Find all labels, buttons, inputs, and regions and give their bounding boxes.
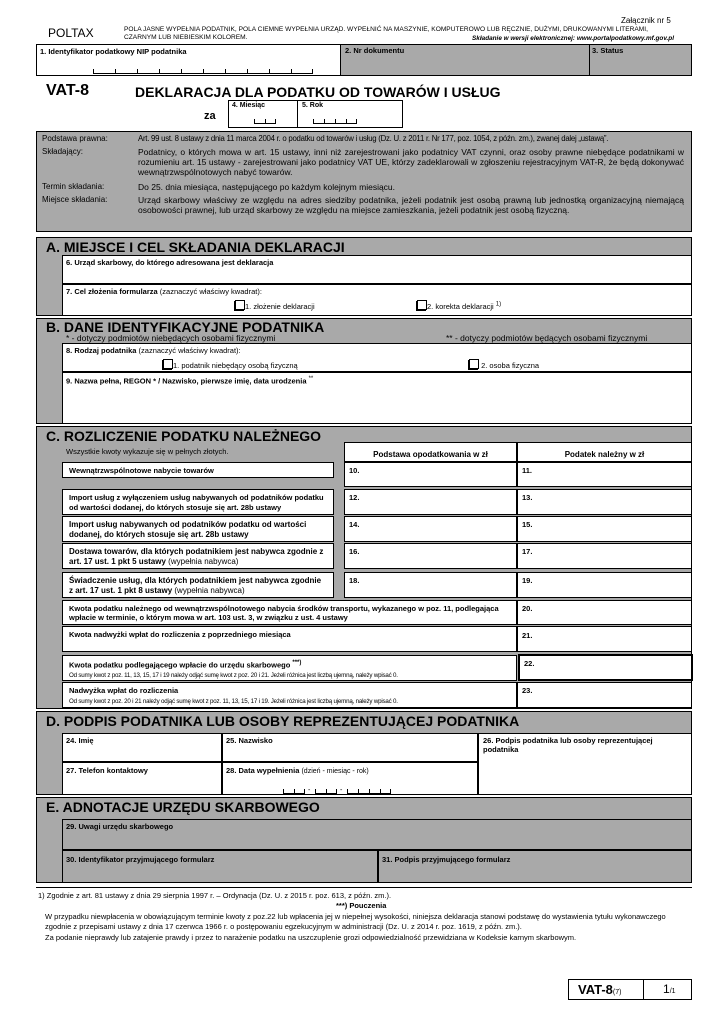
place-text: Urząd skarbowy właściwy ze względu na adres siedziby podatnika, jeżeli podatnik jest osobą prawną lub jednostką organizacyjną niemającą osobowości prawnej, lub urząd skarbowy ze względu na miejsce zamieszkania, jeżeli podatnik jest osobą fizyczną. <box>138 195 684 215</box>
taxpayer-name-field[interactable] <box>62 372 692 424</box>
form-title: DEKLARACJA DLA PODATKU OD TOWARÓW I USŁUG <box>135 84 501 100</box>
receiver-id-field <box>62 850 378 883</box>
section-a-title: A. MIEJSCE I CEL SKŁADANIA DEKLARACJI <box>46 239 345 255</box>
natural-note: ** - dotyczy podmiotów będących osobami fizycznymi <box>446 333 648 343</box>
legal-person-checkbox[interactable] <box>163 359 173 369</box>
col-tax-base-header: Podstawa opodatkowania w zł <box>373 450 488 459</box>
field-23[interactable] <box>517 682 692 708</box>
field-10[interactable] <box>344 462 517 487</box>
purpose-label: 7. Cel złożenia formularza <box>66 287 158 296</box>
month-field[interactable] <box>228 100 298 128</box>
nip-field[interactable] <box>36 44 341 76</box>
field-number: 16. <box>349 547 360 556</box>
row-label-text: Import usług nabywanych od podatników podatku od wartości dodanej, do których stosuje się art. 28b ustawy <box>69 520 307 539</box>
status-label: 3. Status <box>592 46 624 55</box>
field-15[interactable] <box>517 516 692 542</box>
office-remarks-field <box>62 819 692 850</box>
field-number: 23. <box>522 686 533 695</box>
row-label <box>62 462 334 478</box>
section-b-title: B. DANE IDENTYFIKACYJNE PODATNIKA <box>46 319 325 335</box>
declaration-option-label: 1. złożenie deklaracji <box>245 302 315 311</box>
field-19[interactable] <box>517 572 692 598</box>
field-13[interactable] <box>517 489 692 515</box>
receiver-signature-field <box>378 850 692 883</box>
row-label-text: Świadczenie usług, dla których podatnikiem jest nabywca zgodnie z art. 17 ust. 1 pkt 8 ustawy <box>69 576 322 595</box>
row-label <box>62 572 334 598</box>
row-label-text: Import usług z wyłączeniem usług nabywanych od podatników podatku od wartości dodanej, do których stosuje się art. 28b ustawy <box>69 493 324 512</box>
surname-label: 25. Nazwisko <box>226 736 273 745</box>
signature-field[interactable] <box>478 733 692 795</box>
field-number: 13. <box>522 493 533 502</box>
field-11[interactable] <box>517 462 692 487</box>
signature-label: 26. Podpis podatnika lub osoby reprezentującej podatnika <box>483 736 653 754</box>
nip-comb <box>93 69 313 74</box>
row-23-label: Nadwyżka wpłat do rozliczenia <box>69 686 179 695</box>
submitters-text: Podatnicy, o których mowa w art. 15 ustawy, inni niż zarejestrowani jako podatnicy VAT czynni, oraz osoby prawne niebędące podatnikami w rozumieniu art. 15 ustawy - zarejestrowani jako podatnicy VAT UE, którzy zadeklarowali w zgłoszeniu rejestracyjnym VAT-R, że będą dokonywać wewnątrzwspólnotowych nabyć towarów. <box>138 147 684 177</box>
doc-number-label: 2. Nr dokumentu <box>345 46 405 55</box>
row-label <box>62 543 334 569</box>
field-17[interactable] <box>517 543 692 569</box>
deadline-label: Termin składania: <box>42 182 105 191</box>
taxpayer-type-hint: (zaznaczyć właściwy kwadrat): <box>138 346 241 355</box>
footnote-3-paragraph-1: W przypadku niewpłacenia w obowiązującym terminie kwoty z poz.22 lub wpłacenia jej w niepełnej wysokości, niniejsza deklaracja stanowi podstawę do wystawienia tytułu wykonawczego zgodnie z przepisami ustawy z dnia 17 czerwca 1966 r. o postępowaniu egzekucyjnym w administracji (Dz. U. z 2014 r. poz. 1619, z późn. zm.). <box>45 912 666 931</box>
za-label: za <box>204 110 216 122</box>
row-label <box>62 600 517 625</box>
col-tax-due-header: Podatek należny w zł <box>564 450 645 459</box>
amounts-note: Wszystkie kwoty wykazuje się w pełnych złotych. <box>66 447 229 456</box>
footnote-3-title: ***) Pouczenia <box>336 901 387 910</box>
row-22-note: Od sumy kwot z poz. 11, 13, 15, 17 i 19 należy odjąć sumę kwot z poz. 20 i 21. Jeżeli różnica jest liczbą ujemną, należy wpisać 0. <box>69 671 398 679</box>
field-20[interactable] <box>517 600 692 625</box>
deadline-text: Do 25. dnia miesiąca, następującego po każdym kolejnym miesiącu. <box>138 182 396 192</box>
row-22-sup: ***) <box>292 660 302 666</box>
tax-office-field[interactable] <box>62 255 692 284</box>
month-label: 4. Miesiąc <box>232 102 266 109</box>
attachment-label: Załącznik nr 5 <box>621 16 671 25</box>
office-remarks-label: 29. Uwagi urzędu skarbowego <box>66 822 174 831</box>
field-18[interactable] <box>344 572 517 598</box>
receiver-id-label: 30. Identyfikator przyjmującego formularz <box>66 855 215 864</box>
non-natural-note: * - dotyczy podmiotów niebędących osobami fizycznymi <box>66 333 276 343</box>
footnote-divider <box>36 887 692 888</box>
field-number: 14. <box>349 520 360 529</box>
field-number: 21. <box>522 631 533 640</box>
first-name-label: 24. Imię <box>66 736 94 745</box>
field-number: 15. <box>522 520 533 529</box>
section-e-title: E. ADNOTACJE URZĘDU SKARBOWEGO <box>46 799 320 815</box>
correction-footnote-ref: 1) <box>495 301 502 308</box>
natural-person-checkbox[interactable] <box>469 359 479 369</box>
fill-instructions: POLA JASNE WYPEŁNIA PODATNIK, POLA CIEMNE WYPEŁNIA URZĄD. WYPEŁNIĆ NA MASZYNIE, KOMPUTEROWO LUB RĘCZNIE, DUŻYMI, DRUKOWANYMI LITERAMI, CZARNYM LUB NIEBIESKIM KOLOREM. <box>124 26 648 41</box>
legal-basis-label: Podstawa prawna: <box>42 134 108 143</box>
place-label: Miejsce składania: <box>42 195 108 204</box>
footer-form-code: VAT-8 <box>578 982 613 997</box>
taxpayer-name-sup: ** <box>308 376 314 382</box>
footer-version: (7) <box>612 989 622 996</box>
row-label <box>62 516 334 542</box>
submitters-label: Składający: <box>42 147 83 156</box>
field-number: 18. <box>349 576 360 585</box>
field-number: 22. <box>524 659 535 668</box>
phone-field[interactable] <box>62 762 222 795</box>
row-label <box>62 626 517 652</box>
field-number: 20. <box>522 604 533 613</box>
first-name-field[interactable] <box>62 733 222 762</box>
field-14[interactable] <box>344 516 517 542</box>
purpose-hint: (zaznaczyć właściwy kwadrat): <box>159 287 262 296</box>
taxpayer-type-field <box>62 343 692 372</box>
receiver-signature-label: 31. Podpis przyjmującego formularz <box>382 855 511 864</box>
row-20-label: Kwota podatku należnego od wewnątrzwspólnotowego nabycia środków transportu, wykazanego w poz. 11, podlegająca wpłacie w terminie, o którym mowa w art. 103 ust. 3, w związku z ust. 4 ustawy <box>69 604 499 622</box>
nip-label: 1. Identyfikator podatkowy NIP podatnika <box>40 47 187 56</box>
footer-code <box>578 982 621 997</box>
row-hint: (wypełnia nabywca) <box>168 556 239 566</box>
field-number: 11. <box>522 466 533 475</box>
section-d-title: D. PODPIS PODATNIKA LUB OSOBY REPREZENTUJĄCEJ PODATNIKA <box>46 713 520 729</box>
row-21-label: Kwota nadwyżki wpłat do rozliczenia z poprzedniego miesiąca <box>69 630 291 639</box>
surname-field[interactable] <box>222 733 478 762</box>
row-label-text: Wewnątrzwspólnotowe nabycie towarów <box>69 466 214 475</box>
field-number: 12. <box>349 493 360 502</box>
declaration-checkbox[interactable] <box>235 300 245 310</box>
footer-page-number: 1 <box>663 982 670 996</box>
date-hint: (dzień - miesiąc - rok) <box>301 768 369 775</box>
footnote-1: 1) Zgodnie z art. 81 ustawy z dnia 29 sierpnia 1997 r. – Ordynacja (Dz. U. z 2015 r. poz. 613, z późn. zm.). <box>38 891 392 900</box>
taxpayer-type-label: 8. Rodzaj podatnika <box>66 346 137 355</box>
row-label <box>62 655 517 681</box>
correction-option-label: 2. korekta deklaracji <box>427 302 494 311</box>
taxpayer-name-label: 9. Nazwa pełna, REGON * / Nazwisko, pierwsze imię, data urodzenia <box>66 376 307 386</box>
field-21[interactable] <box>517 626 692 652</box>
poltax-label: POLTAX <box>48 26 94 40</box>
footnote-3-paragraph-2: Za podanie nieprawdy lub zatajenie prawdy i przez to narażenie podatku na uszczuplenie grozi odpowiedzialność przewidziana w Kodeksie karnym skarbowym. <box>45 933 577 942</box>
purpose-field <box>62 284 692 316</box>
row-22-label: Kwota podatku podlegającego wpłacie do urzędu skarbowego <box>69 660 291 670</box>
form-code: VAT-8 <box>46 82 89 99</box>
field-number: 10. <box>349 466 360 475</box>
legal-person-option-label: 1. podatnik niebędący osobą fizyczną <box>173 361 298 370</box>
year-field[interactable] <box>297 100 403 128</box>
date-label: 28. Data wypełnienia <box>226 766 300 775</box>
date-field[interactable]: 28. Data wypełnienia (dzień - miesiąc - rok) - - <box>222 762 478 795</box>
row-label <box>62 682 517 708</box>
row-hint: (wypełnia nabywca) <box>174 585 245 595</box>
row-label <box>62 489 334 515</box>
field-number: 19. <box>522 576 533 585</box>
legal-basis-text: Art. 99 ust. 8 ustawy z dnia 11 marca 2004 r. o podatku od towarów i usług (Dz. U. z 2011 r. Nr 177, poz. 1054, z późn. zm.), zwanej dalej „ustawą”. <box>138 134 609 143</box>
row-label-text: Dostawa towarów, dla których podatnikiem jest nabywca zgodnie z art. 17 ust. 1 pkt 5 ustawy <box>69 547 324 566</box>
correction-checkbox[interactable] <box>417 300 427 310</box>
field-16[interactable] <box>344 543 517 569</box>
footer-page <box>663 982 676 996</box>
year-label: 5. Rok <box>302 102 324 109</box>
field-22[interactable] <box>518 654 693 681</box>
section-c-title: C. ROZLICZENIE PODATKU NALEŻNEGO <box>46 428 322 444</box>
phone-label: 27. Telefon kontaktowy <box>66 766 148 775</box>
natural-person-option-label: 2. osoba fizyczna <box>481 361 540 370</box>
row-23-note: Od sumy kwot z poz. 20 i 21 należy odjąć sumę kwot z poz. 11, 13, 15, 17 i 19. Jeżeli różnica jest liczbą ujemną, należy wpisać 0. <box>69 698 398 705</box>
footer-page-count: /1 <box>669 988 676 995</box>
field-number: 17. <box>522 547 533 556</box>
tax-office-label: 6. Urząd skarbowy, do którego adresowana jest deklaracja <box>66 258 274 267</box>
electronic-filing-note: Składanie w wersji elektronicznej: www.portalpodatkowy.mf.gov.pl <box>472 35 674 42</box>
field-12[interactable] <box>344 489 517 515</box>
